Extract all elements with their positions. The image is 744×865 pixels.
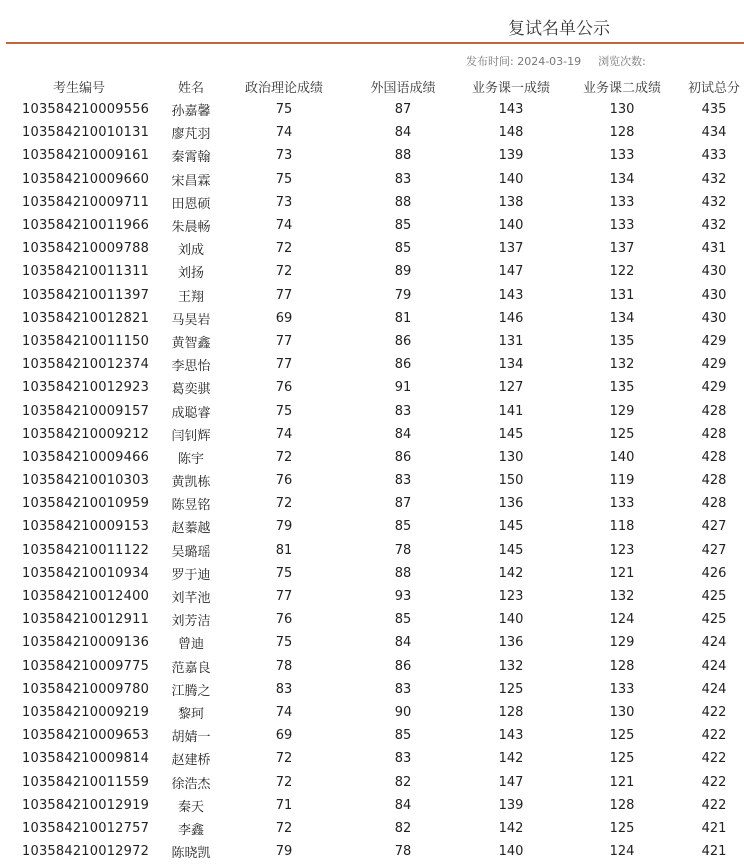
cell-course2-score: 121 bbox=[609, 774, 635, 790]
cell-name: 朱晨畅 bbox=[171, 220, 211, 236]
cell-total-score: 422 bbox=[701, 774, 727, 790]
cell-foreign-language-score: 85 bbox=[394, 218, 412, 234]
candidate-table bbox=[0, 74, 744, 863]
cell-course2-score: 125 bbox=[609, 751, 635, 767]
cell-total-score: 431 bbox=[701, 241, 727, 257]
cell-course1-score: 150 bbox=[498, 473, 524, 489]
cell-course1-score: 134 bbox=[498, 357, 524, 373]
cell-course1-score: 142 bbox=[498, 751, 524, 767]
cell-name: 刘芊池 bbox=[171, 591, 211, 607]
cell-name: 胡婧一 bbox=[171, 730, 211, 746]
cell-total-score: 424 bbox=[701, 635, 727, 651]
cell-candidate-id: 103584210009161 bbox=[22, 148, 150, 164]
cell-foreign-language-score: 86 bbox=[394, 333, 412, 349]
cell-foreign-language-score: 88 bbox=[394, 194, 412, 210]
cell-candidate-id: 103584210011311 bbox=[22, 264, 150, 280]
cell-politics-score: 78 bbox=[275, 658, 293, 674]
cell-name: 徐浩杰 bbox=[171, 776, 211, 792]
cell-candidate-id: 103584210012923 bbox=[22, 380, 150, 396]
cell-foreign-language-score: 88 bbox=[394, 148, 412, 164]
cell-politics-score: 73 bbox=[275, 148, 293, 164]
cell-foreign-language-score: 78 bbox=[394, 542, 412, 558]
cell-total-score: 428 bbox=[701, 449, 727, 465]
cell-candidate-id: 103584210009780 bbox=[22, 681, 150, 697]
cell-politics-score: 75 bbox=[275, 565, 293, 581]
cell-foreign-language-score: 87 bbox=[394, 496, 412, 512]
cell-candidate-id: 103584210012919 bbox=[22, 797, 150, 813]
cell-politics-score: 72 bbox=[275, 449, 293, 465]
cell-candidate-id: 103584210010934 bbox=[22, 565, 150, 581]
cell-name: 闫钊辉 bbox=[171, 428, 211, 444]
cell-name: 陈宇 bbox=[177, 451, 204, 467]
cell-course1-score: 145 bbox=[498, 542, 524, 558]
cell-course1-score: 128 bbox=[498, 704, 524, 720]
cell-candidate-id: 103584210009711 bbox=[22, 194, 150, 210]
cell-total-score: 435 bbox=[701, 102, 727, 118]
cell-total-score: 429 bbox=[701, 380, 727, 396]
cell-course2-score: 118 bbox=[609, 519, 635, 535]
cell-total-score: 428 bbox=[701, 496, 727, 512]
cell-total-score: 428 bbox=[701, 473, 727, 489]
cell-candidate-id: 103584210012757 bbox=[22, 820, 150, 836]
cell-total-score: 425 bbox=[701, 589, 727, 605]
cell-total-score: 425 bbox=[701, 612, 727, 628]
cell-name: 刘成 bbox=[177, 243, 204, 259]
cell-course2-score: 129 bbox=[609, 403, 635, 419]
cell-name: 葛奕骐 bbox=[171, 382, 211, 398]
header-politics-score: 政治理论成绩 bbox=[244, 80, 323, 96]
cell-course1-score: 132 bbox=[498, 658, 524, 674]
table-row bbox=[0, 840, 744, 863]
cell-course2-score: 128 bbox=[609, 797, 635, 813]
cell-course1-score: 123 bbox=[498, 589, 524, 605]
cell-course2-score: 128 bbox=[609, 125, 635, 141]
cell-name: 江腾之 bbox=[171, 683, 211, 699]
cell-course2-score: 130 bbox=[609, 102, 635, 118]
table-row bbox=[0, 817, 744, 840]
cell-politics-score: 73 bbox=[275, 194, 293, 210]
cell-politics-score: 83 bbox=[275, 681, 293, 697]
cell-politics-score: 77 bbox=[275, 589, 293, 605]
table-row bbox=[0, 399, 744, 422]
cell-course1-score: 131 bbox=[498, 333, 524, 349]
cell-politics-score: 76 bbox=[275, 473, 293, 489]
cell-foreign-language-score: 83 bbox=[394, 403, 412, 419]
cell-candidate-id: 103584210009775 bbox=[22, 658, 150, 674]
cell-total-score: 432 bbox=[701, 171, 727, 187]
cell-foreign-language-score: 86 bbox=[394, 658, 412, 674]
publish-date: 2024-03-19 bbox=[517, 55, 582, 68]
cell-candidate-id: 103584210009660 bbox=[22, 171, 150, 187]
cell-total-score: 421 bbox=[701, 844, 727, 860]
cell-name: 黄凯栋 bbox=[171, 475, 211, 491]
cell-course1-score: 140 bbox=[498, 844, 524, 860]
cell-total-score: 429 bbox=[701, 357, 727, 373]
cell-course2-score: 133 bbox=[609, 681, 635, 697]
views-label: 浏览次数: bbox=[598, 55, 646, 68]
cell-politics-score: 75 bbox=[275, 635, 293, 651]
cell-politics-score: 74 bbox=[275, 218, 293, 234]
table-row bbox=[0, 214, 744, 237]
cell-foreign-language-score: 83 bbox=[394, 681, 412, 697]
table-row bbox=[0, 376, 744, 399]
table-row bbox=[0, 794, 744, 817]
cell-politics-score: 77 bbox=[275, 287, 293, 303]
cell-course2-score: 140 bbox=[609, 449, 635, 465]
cell-total-score: 430 bbox=[701, 264, 727, 280]
cell-foreign-language-score: 85 bbox=[394, 612, 412, 628]
cell-politics-score: 75 bbox=[275, 102, 293, 118]
cell-course2-score: 128 bbox=[609, 658, 635, 674]
table-row bbox=[0, 655, 744, 678]
header-candidate-id: 考生编号 bbox=[52, 80, 105, 96]
table-header-row bbox=[0, 74, 744, 98]
table-row bbox=[0, 307, 744, 330]
cell-politics-score: 79 bbox=[275, 844, 293, 860]
cell-course1-score: 130 bbox=[498, 449, 524, 465]
cell-candidate-id: 103584210011122 bbox=[22, 542, 150, 558]
table-row bbox=[0, 237, 744, 260]
header-course2-score: 业务课二成绩 bbox=[582, 80, 661, 96]
table-row bbox=[0, 260, 744, 283]
cell-course1-score: 140 bbox=[498, 612, 524, 628]
cell-politics-score: 79 bbox=[275, 519, 293, 535]
cell-total-score: 432 bbox=[701, 194, 727, 210]
cell-politics-score: 74 bbox=[275, 426, 293, 442]
title-divider bbox=[6, 42, 744, 44]
cell-candidate-id: 103584210012911 bbox=[22, 612, 150, 628]
cell-politics-score: 74 bbox=[275, 125, 293, 141]
cell-total-score: 428 bbox=[701, 403, 727, 419]
cell-candidate-id: 103584210009814 bbox=[22, 751, 150, 767]
cell-name: 宋昌霖 bbox=[171, 173, 211, 189]
cell-course2-score: 133 bbox=[609, 148, 635, 164]
cell-name: 李鑫 bbox=[177, 822, 204, 838]
cell-total-score: 427 bbox=[701, 542, 727, 558]
cell-name: 秦天 bbox=[177, 799, 204, 815]
cell-name: 吴璐瑶 bbox=[171, 544, 211, 560]
cell-course2-score: 129 bbox=[609, 635, 635, 651]
cell-name: 黄智鑫 bbox=[171, 335, 211, 351]
cell-name: 赵蓁越 bbox=[171, 521, 211, 537]
cell-course2-score: 125 bbox=[609, 820, 635, 836]
cell-candidate-id: 103584210009157 bbox=[22, 403, 150, 419]
cell-course2-score: 133 bbox=[609, 218, 635, 234]
table-row bbox=[0, 562, 744, 585]
cell-course1-score: 145 bbox=[498, 519, 524, 535]
cell-name: 田恩硕 bbox=[171, 196, 211, 212]
cell-foreign-language-score: 84 bbox=[394, 635, 412, 651]
cell-total-score: 430 bbox=[701, 287, 727, 303]
cell-foreign-language-score: 84 bbox=[394, 125, 412, 141]
cell-politics-score: 69 bbox=[275, 728, 293, 744]
cell-course2-score: 125 bbox=[609, 728, 635, 744]
table-row bbox=[0, 701, 744, 724]
cell-name: 刘芳洁 bbox=[171, 614, 211, 630]
cell-candidate-id: 103584210012821 bbox=[22, 310, 150, 326]
cell-foreign-language-score: 85 bbox=[394, 519, 412, 535]
cell-total-score: 432 bbox=[701, 218, 727, 234]
cell-course2-score: 132 bbox=[609, 589, 635, 605]
cell-name: 廖芃羽 bbox=[171, 127, 211, 143]
cell-course2-score: 124 bbox=[609, 844, 635, 860]
header-course1-score: 业务课一成绩 bbox=[471, 80, 550, 96]
cell-candidate-id: 103584210010959 bbox=[22, 496, 150, 512]
cell-course1-score: 142 bbox=[498, 565, 524, 581]
cell-politics-score: 77 bbox=[275, 357, 293, 373]
cell-foreign-language-score: 83 bbox=[394, 751, 412, 767]
cell-candidate-id: 103584210011966 bbox=[22, 218, 150, 234]
cell-candidate-id: 103584210009219 bbox=[22, 704, 150, 720]
cell-foreign-language-score: 85 bbox=[394, 241, 412, 257]
cell-foreign-language-score: 84 bbox=[394, 426, 412, 442]
cell-course2-score: 122 bbox=[609, 264, 635, 280]
table-row bbox=[0, 678, 744, 701]
cell-candidate-id: 103584210011559 bbox=[22, 774, 150, 790]
page-title: 复试名单公示 bbox=[508, 19, 610, 39]
cell-course1-score: 125 bbox=[498, 681, 524, 697]
cell-foreign-language-score: 90 bbox=[394, 704, 412, 720]
cell-course2-score: 135 bbox=[609, 380, 635, 396]
cell-foreign-language-score: 82 bbox=[394, 820, 412, 836]
cell-course1-score: 140 bbox=[498, 171, 524, 187]
cell-foreign-language-score: 79 bbox=[394, 287, 412, 303]
cell-total-score: 422 bbox=[701, 797, 727, 813]
cell-course2-score: 119 bbox=[609, 473, 635, 489]
cell-foreign-language-score: 89 bbox=[394, 264, 412, 280]
table-row bbox=[0, 724, 744, 747]
table-row bbox=[0, 423, 744, 446]
cell-course1-score: 127 bbox=[498, 380, 524, 396]
cell-candidate-id: 103584210012400 bbox=[22, 589, 150, 605]
cell-politics-score: 72 bbox=[275, 820, 293, 836]
cell-name: 黎珂 bbox=[177, 706, 204, 722]
cell-name: 孙嘉馨 bbox=[171, 104, 211, 120]
cell-name: 刘扬 bbox=[177, 266, 204, 282]
cell-course2-score: 133 bbox=[609, 194, 635, 210]
cell-foreign-language-score: 78 bbox=[394, 844, 412, 860]
cell-foreign-language-score: 93 bbox=[394, 589, 412, 605]
cell-course2-score: 137 bbox=[609, 241, 635, 257]
cell-politics-score: 75 bbox=[275, 403, 293, 419]
cell-candidate-id: 103584210011397 bbox=[22, 287, 150, 303]
cell-total-score: 422 bbox=[701, 751, 727, 767]
cell-foreign-language-score: 86 bbox=[394, 357, 412, 373]
cell-candidate-id: 103584210009466 bbox=[22, 449, 150, 465]
table-row bbox=[0, 284, 744, 307]
cell-politics-score: 71 bbox=[275, 797, 293, 813]
header-total-score: 初试总分 bbox=[687, 80, 740, 96]
cell-course1-score: 142 bbox=[498, 820, 524, 836]
cell-politics-score: 76 bbox=[275, 380, 293, 396]
cell-politics-score: 77 bbox=[275, 333, 293, 349]
cell-politics-score: 81 bbox=[275, 542, 293, 558]
cell-course1-score: 139 bbox=[498, 148, 524, 164]
table-row bbox=[0, 446, 744, 469]
cell-name: 陈昱铭 bbox=[171, 498, 211, 514]
cell-course2-score: 123 bbox=[609, 542, 635, 558]
cell-politics-score: 75 bbox=[275, 171, 293, 187]
cell-course1-score: 141 bbox=[498, 403, 524, 419]
cell-foreign-language-score: 84 bbox=[394, 797, 412, 813]
cell-course2-score: 125 bbox=[609, 426, 635, 442]
cell-politics-score: 76 bbox=[275, 612, 293, 628]
table-row bbox=[0, 469, 744, 492]
cell-course2-score: 131 bbox=[609, 287, 635, 303]
cell-total-score: 424 bbox=[701, 658, 727, 674]
cell-name: 范嘉良 bbox=[171, 660, 211, 676]
cell-course2-score: 133 bbox=[609, 496, 635, 512]
cell-total-score: 427 bbox=[701, 519, 727, 535]
table-row bbox=[0, 608, 744, 631]
cell-name: 马昊岩 bbox=[171, 312, 211, 328]
cell-course1-score: 143 bbox=[498, 728, 524, 744]
cell-foreign-language-score: 85 bbox=[394, 728, 412, 744]
header-foreign-language-score: 外国语成绩 bbox=[370, 80, 436, 96]
cell-course1-score: 136 bbox=[498, 635, 524, 651]
cell-politics-score: 72 bbox=[275, 751, 293, 767]
cell-total-score: 422 bbox=[701, 704, 727, 720]
cell-candidate-id: 103584210010303 bbox=[22, 473, 150, 489]
table-row bbox=[0, 492, 744, 515]
cell-total-score: 433 bbox=[701, 148, 727, 164]
cell-candidate-id: 103584210012374 bbox=[22, 357, 150, 373]
table-row bbox=[0, 144, 744, 167]
cell-name: 曾迪 bbox=[177, 637, 204, 653]
cell-course1-score: 148 bbox=[498, 125, 524, 141]
cell-politics-score: 72 bbox=[275, 774, 293, 790]
cell-name: 秦霄翰 bbox=[171, 150, 211, 166]
cell-politics-score: 69 bbox=[275, 310, 293, 326]
cell-total-score: 424 bbox=[701, 681, 727, 697]
cell-candidate-id: 103584210009788 bbox=[22, 241, 150, 257]
cell-foreign-language-score: 86 bbox=[394, 449, 412, 465]
cell-course1-score: 139 bbox=[498, 797, 524, 813]
cell-course1-score: 143 bbox=[498, 102, 524, 118]
cell-foreign-language-score: 83 bbox=[394, 171, 412, 187]
table-row bbox=[0, 515, 744, 538]
cell-total-score: 429 bbox=[701, 333, 727, 349]
table-row bbox=[0, 770, 744, 793]
publish-meta bbox=[466, 53, 646, 69]
cell-name: 陈晓凯 bbox=[171, 846, 211, 862]
publish-label: 发布时间: bbox=[466, 55, 514, 68]
cell-total-score: 421 bbox=[701, 820, 727, 836]
table-row bbox=[0, 353, 744, 376]
cell-name: 成聪睿 bbox=[171, 405, 211, 421]
cell-course2-score: 135 bbox=[609, 333, 635, 349]
cell-course1-score: 145 bbox=[498, 426, 524, 442]
cell-name: 李思怡 bbox=[171, 359, 211, 375]
cell-foreign-language-score: 88 bbox=[394, 565, 412, 581]
table-row bbox=[0, 747, 744, 770]
table-row bbox=[0, 330, 744, 353]
cell-total-score: 430 bbox=[701, 310, 727, 326]
cell-name: 罗于迪 bbox=[171, 567, 211, 583]
cell-course1-score: 143 bbox=[498, 287, 524, 303]
cell-course1-score: 136 bbox=[498, 496, 524, 512]
cell-course2-score: 134 bbox=[609, 310, 635, 326]
cell-politics-score: 72 bbox=[275, 264, 293, 280]
table-row bbox=[0, 121, 744, 144]
cell-total-score: 426 bbox=[701, 565, 727, 581]
cell-politics-score: 72 bbox=[275, 241, 293, 257]
cell-candidate-id: 103584210009136 bbox=[22, 635, 150, 651]
cell-candidate-id: 103584210009153 bbox=[22, 519, 150, 535]
cell-candidate-id: 103584210010131 bbox=[22, 125, 150, 141]
table-row bbox=[0, 539, 744, 562]
cell-foreign-language-score: 83 bbox=[394, 473, 412, 489]
cell-candidate-id: 103584210012972 bbox=[22, 844, 150, 860]
cell-course1-score: 138 bbox=[498, 194, 524, 210]
cell-course1-score: 137 bbox=[498, 241, 524, 257]
cell-course1-score: 146 bbox=[498, 310, 524, 326]
cell-candidate-id: 103584210009653 bbox=[22, 728, 150, 744]
table-row bbox=[0, 98, 744, 121]
cell-politics-score: 74 bbox=[275, 704, 293, 720]
cell-total-score: 428 bbox=[701, 426, 727, 442]
header-name: 姓名 bbox=[177, 80, 204, 96]
table-row bbox=[0, 585, 744, 608]
cell-name: 王翔 bbox=[177, 289, 204, 305]
table-row bbox=[0, 191, 744, 214]
cell-course1-score: 147 bbox=[498, 264, 524, 280]
table-row bbox=[0, 631, 744, 654]
cell-politics-score: 72 bbox=[275, 496, 293, 512]
cell-course2-score: 134 bbox=[609, 171, 635, 187]
cell-candidate-id: 103584210011150 bbox=[22, 333, 150, 349]
cell-foreign-language-score: 82 bbox=[394, 774, 412, 790]
cell-course1-score: 147 bbox=[498, 774, 524, 790]
cell-foreign-language-score: 87 bbox=[394, 102, 412, 118]
cell-name: 赵建桥 bbox=[171, 753, 211, 769]
cell-candidate-id: 103584210009212 bbox=[22, 426, 150, 442]
table-row bbox=[0, 168, 744, 191]
cell-course2-score: 130 bbox=[609, 704, 635, 720]
cell-foreign-language-score: 81 bbox=[394, 310, 412, 326]
cell-total-score: 434 bbox=[701, 125, 727, 141]
cell-course2-score: 124 bbox=[609, 612, 635, 628]
cell-foreign-language-score: 91 bbox=[394, 380, 412, 396]
cell-total-score: 422 bbox=[701, 728, 727, 744]
cell-candidate-id: 103584210009556 bbox=[22, 102, 150, 118]
cell-course2-score: 121 bbox=[609, 565, 635, 581]
cell-course1-score: 140 bbox=[498, 218, 524, 234]
cell-course2-score: 132 bbox=[609, 357, 635, 373]
